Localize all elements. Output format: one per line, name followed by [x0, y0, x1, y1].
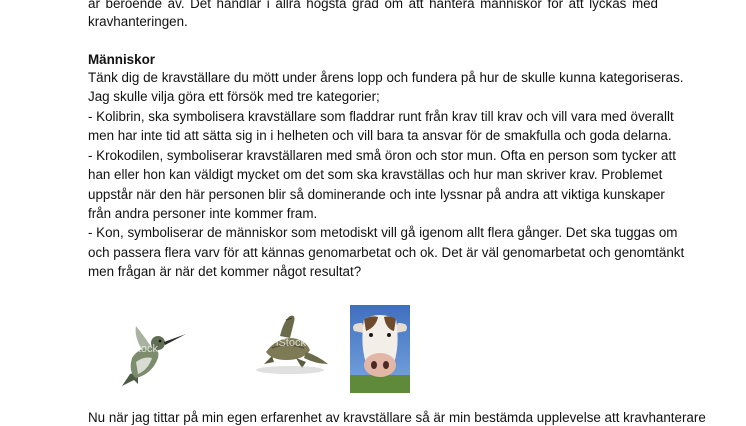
hummingbird-image: [108, 318, 188, 388]
body-line-6: han eller hon kan väldigt mycket om det som ska kravställas och hur man skriver krav. Problemet: [88, 167, 663, 182]
body-line-10: och passera flera varv för att kännas genomarbetat och ok. Det är väl genomarbetat och genomtänkt: [88, 245, 685, 260]
body-line-3: - Kolibrin, ska symbolisera kravställare som fladdrar runt från krav till krav och vill vara med överallt: [88, 109, 674, 124]
body-line-4: men har inte tid att sätta sig in i helheten och vill bara ta ansvar för de smakfulla och goda delarna.: [88, 128, 672, 143]
body-line-11: men frågan är när det kommer något resultat?: [88, 264, 362, 279]
crocodile-image: [246, 312, 330, 378]
body-line-7: uppstår när den här personen blir så dominerande och inte lyssnar på andra att viktiga kunskaper: [88, 187, 665, 202]
intro-line-2: kravhanteringen.: [88, 14, 188, 29]
hummingbird-watermark: iStock: [128, 343, 158, 355]
section-heading: Människor: [88, 52, 155, 67]
crocodile-watermark: iStock: [276, 337, 306, 349]
intro-line-1: är beroende av. Det handlar i allra högsta grad om att hantera människor för att lyckas med: [88, 0, 658, 11]
body-line-1: Tänk dig de kravställare du mött under årens lopp och fundera på hur de skulle kunna kategoriseras.: [88, 70, 684, 85]
body-line-2: Jag skulle vilja göra ett försök med tre kategorier;: [88, 89, 380, 104]
body-line-8: från andra personer inte kommer fram.: [88, 206, 318, 221]
body-line-5: - Krokodilen, symboliserar kravställaren med små öron och stor mun. Ofta en person som tycker att: [88, 148, 676, 163]
cow-image: [350, 305, 410, 393]
body-line-9: - Kon, symboliserar de människor som metodiskt vill gå igenom allt flera gånger. Det ska tuggas om: [88, 225, 678, 240]
footer-partial-line: Nu när jag tittar på min egen erfarenhet av kravställare så är min bestämda upplevelse att kravhanterare: [88, 410, 706, 425]
